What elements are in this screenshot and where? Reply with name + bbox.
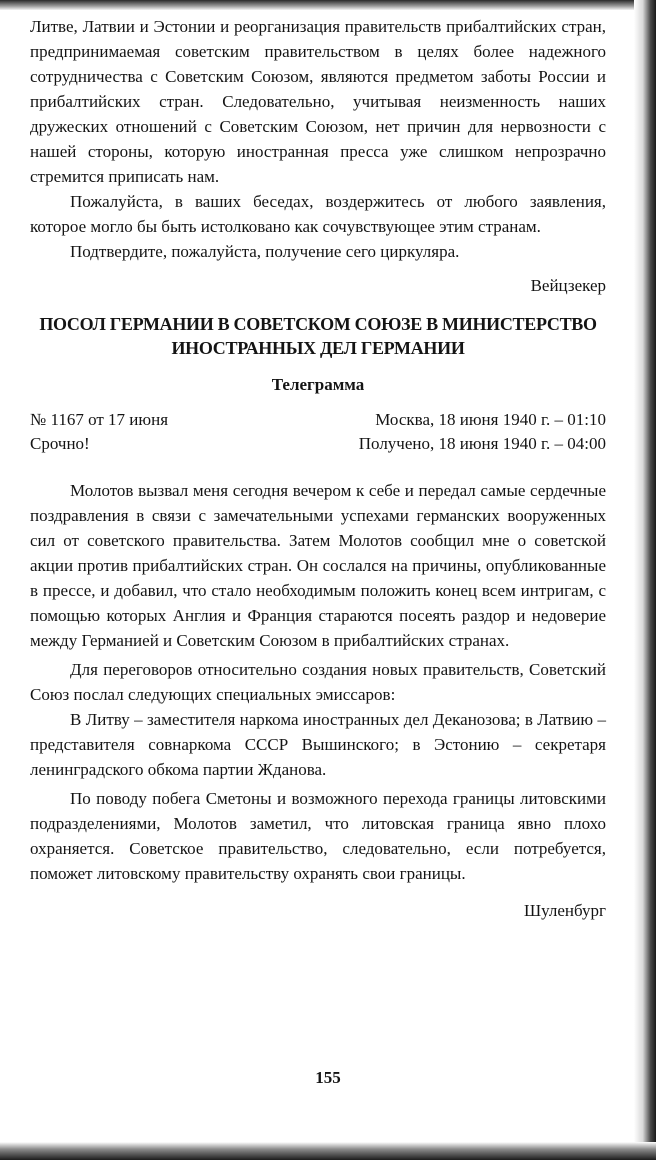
telegram-meta-row-1	[30, 408, 606, 432]
page-number: 155	[315, 1068, 341, 1087]
prev-letter-signature: Вейцзекер	[530, 276, 606, 295]
scan-top-edge	[0, 0, 656, 10]
telegram-paragraph-1: Молотов вызвал меня сегодня вечером к себе и передал самые сердечные поздравления в связи с замечательными успехами германских вооруженных сил от советского правительства. Затем Молотов сообщил мне о советской акции против прибалтийских стран. Он сослался на причины, опубликованные в прессе, и добавил, что стало необходимым положить конец всем интригам, с помощью которых Англия и Франция стараются посеять раздор и недоверие между Германией и Советским Союзом в прибалтийских странах.	[30, 481, 606, 650]
document-title-line-1: ПОСОЛ ГЕРМАНИИ В СОВЕТСКОМ СОЮЗЕ В МИНИСТЕРСТВО	[39, 314, 597, 334]
prev-letter-paragraph-3: Подтвердите, пожалуйста, получение сего циркуляра.	[70, 242, 460, 261]
document-title	[30, 312, 606, 360]
document-type: Телеграмма	[271, 375, 365, 394]
telegram-received: Получено, 18 июня 1940 г. – 04:00	[358, 434, 606, 453]
telegram-body	[30, 478, 606, 886]
document-title-line-2: ИНОСТРАННЫХ ДЕЛ ГЕРМАНИИ	[171, 338, 465, 358]
telegram-paragraph-2: Для переговоров относительно создания новых правительств, Советский Союз послал следующих специальных эмиссаров:	[30, 660, 606, 704]
prev-letter-paragraph-2: Пожалуйста, в ваших беседах, воздержитесь от любого заявления, которое могло бы быть истолковано как сочувствующее этим странам.	[30, 192, 606, 236]
telegram-paragraph-3: В Литву – заместителя наркома иностранных дел Деканозова; в Латвию – представителя совнаркома СССР Вышинского; в Эстонию – секретаря ленинградского обкома партии Жданова.	[30, 710, 606, 779]
prev-letter-paragraph-1: Литве, Латвии и Эстонии и реорганизация правительств прибалтийских стран, предпринимаемая советским правительством в целях более надежного сотрудничества с Советским Союзом, являются предметом заботы России и прибалтийских стран. Следовательно, учитывая неизменность наших дружеских отношений с Советским Союзом, нет причин для нервозности с нашей стороны, которую иностранная пресса уже слишком непрозрачно стремится приписать нам.	[30, 17, 606, 186]
telegram-paragraph-4: По поводу побега Сметоны и возможного перехода границы литовскими подразделениями, Молотов заметил, что литовская граница явно плохо охраняется. Советское правительство, следовательно, если потребуется, поможет литовскому правительству охранять свои границы.	[30, 789, 606, 883]
scan-bottom-edge	[0, 1142, 656, 1160]
scan-right-edge	[634, 0, 656, 1160]
telegram-urgency: Срочно!	[30, 434, 90, 453]
telegram-sent: Москва, 18 июня 1940 г. – 01:10	[375, 410, 606, 429]
telegram-meta	[30, 408, 606, 456]
telegram-meta-row-2	[30, 432, 606, 456]
telegram-signature: Шуленбург	[523, 901, 606, 920]
page-content	[30, 14, 606, 923]
telegram-number-date: № 1167 от 17 июня	[30, 410, 169, 429]
